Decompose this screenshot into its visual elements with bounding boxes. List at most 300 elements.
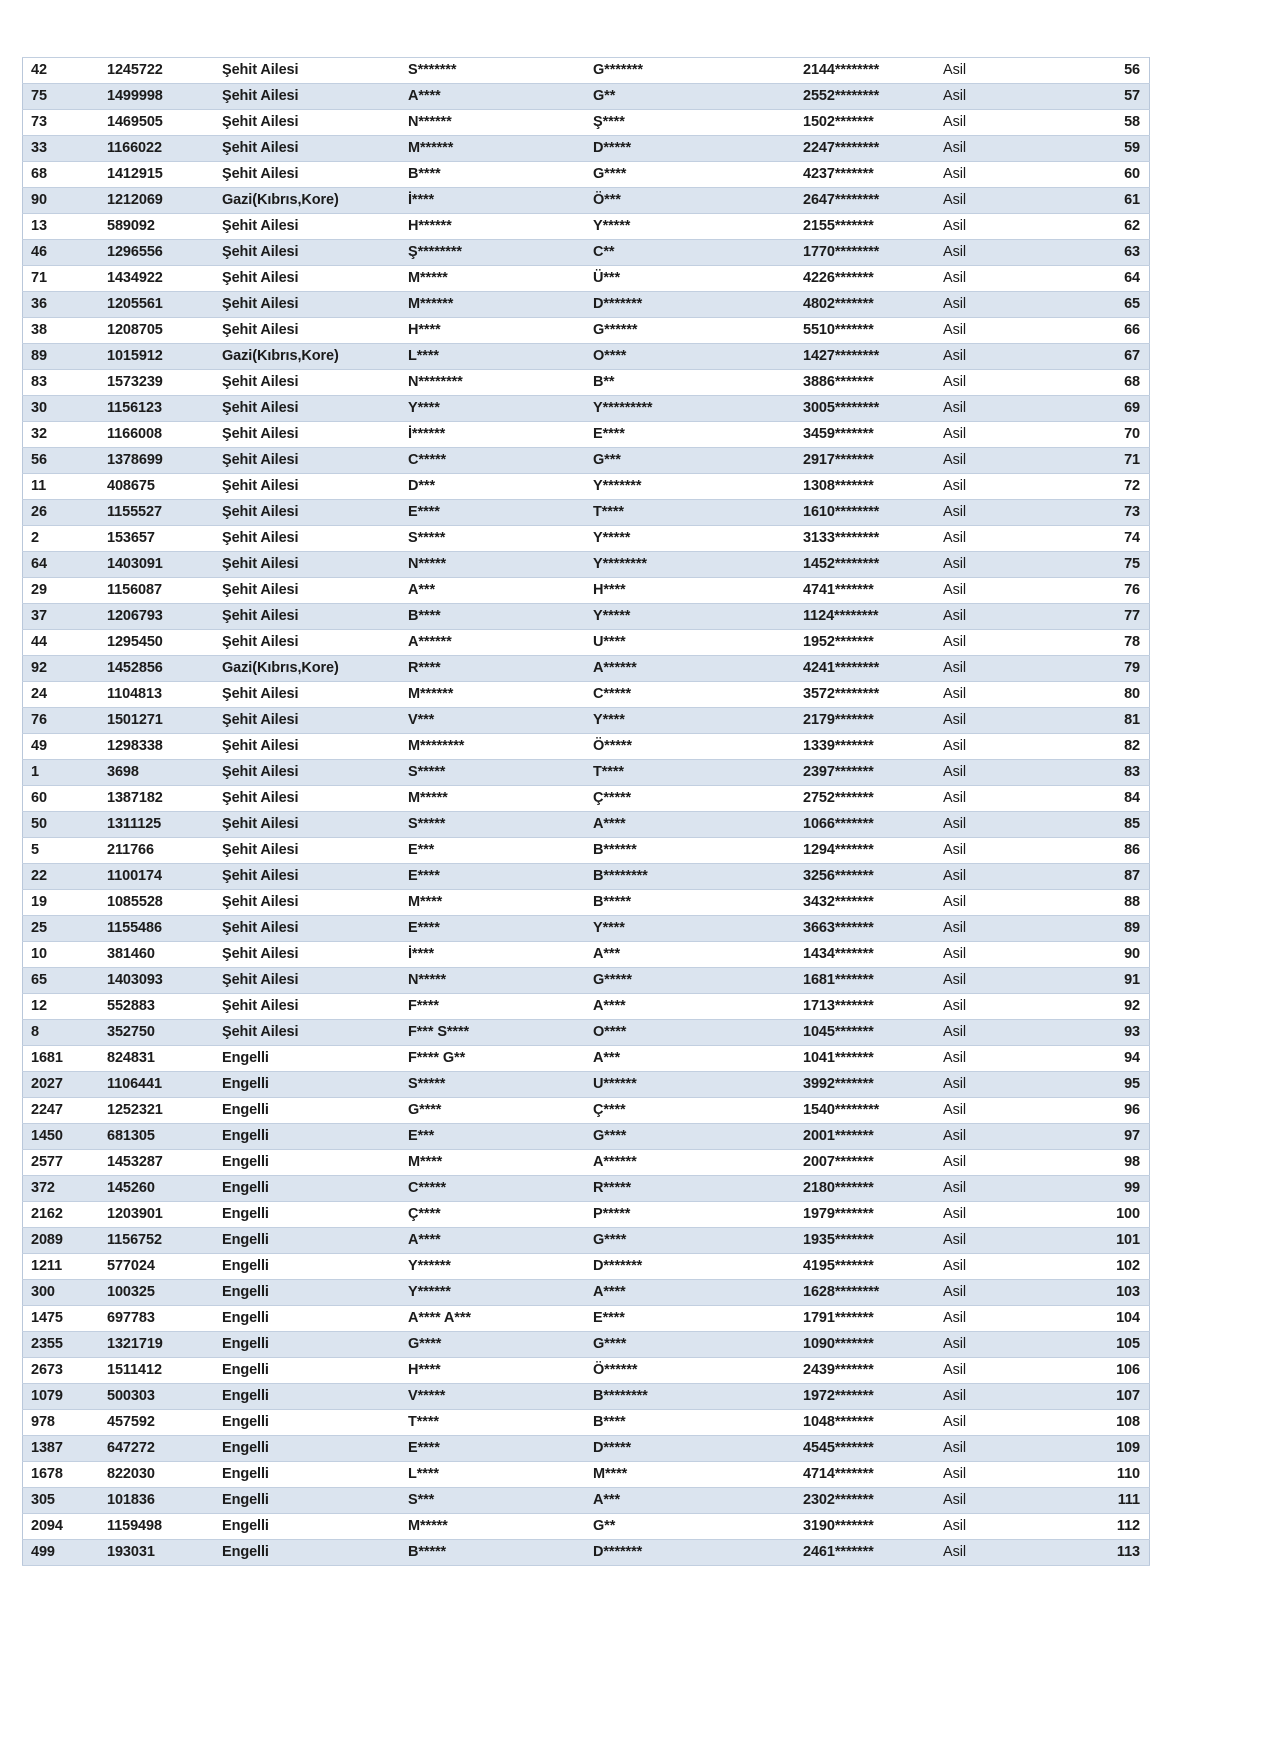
cell-basvuru-no: 697783 (107, 1306, 222, 1332)
table-row (23, 1514, 1150, 1540)
cell-ad: H**** (408, 1358, 593, 1384)
cell-ad: L**** (408, 344, 593, 370)
cell-ad: A**** (408, 1228, 593, 1254)
cell-sira: 37 (23, 604, 108, 630)
cell-tc: 1952******* (803, 630, 943, 656)
cell-durum: Asil (943, 110, 1043, 136)
cell-sira: 30 (23, 396, 108, 422)
cell-kontenjan: Şehit Ailesi (222, 968, 408, 994)
cell-sira: 75 (23, 84, 108, 110)
cell-basvuru-no: 1100174 (107, 864, 222, 890)
cell-basvuru-no: 1511412 (107, 1358, 222, 1384)
cell-soyad: A*** (593, 942, 803, 968)
cell-sira: 1 (23, 760, 108, 786)
cell-basvuru-no: 1015912 (107, 344, 222, 370)
cell-sonuc-no: 57 (1043, 84, 1150, 110)
cell-durum: Asil (943, 214, 1043, 240)
cell-soyad: G***** (593, 968, 803, 994)
cell-kontenjan: Şehit Ailesi (222, 370, 408, 396)
cell-sonuc-no: 102 (1043, 1254, 1150, 1280)
cell-kontenjan: Şehit Ailesi (222, 812, 408, 838)
table-row (23, 162, 1150, 188)
cell-sonuc-no: 63 (1043, 240, 1150, 266)
cell-tc: 4195******* (803, 1254, 943, 1280)
cell-tc: 1045******* (803, 1020, 943, 1046)
cell-ad: Ş******** (408, 240, 593, 266)
cell-sira: 1079 (23, 1384, 108, 1410)
cell-tc: 2155******* (803, 214, 943, 240)
cell-sira: 26 (23, 500, 108, 526)
cell-ad: V*** (408, 708, 593, 734)
cell-sira: 305 (23, 1488, 108, 1514)
cell-basvuru-no: 1378699 (107, 448, 222, 474)
cell-tc: 2180******* (803, 1176, 943, 1202)
results-table-container (22, 57, 1140, 1566)
cell-basvuru-no: 101836 (107, 1488, 222, 1514)
cell-durum: Asil (943, 1280, 1043, 1306)
cell-ad: S*** (408, 1488, 593, 1514)
cell-basvuru-no: 1155527 (107, 500, 222, 526)
cell-ad: E**** (408, 916, 593, 942)
cell-tc: 4545******* (803, 1436, 943, 1462)
cell-sonuc-no: 75 (1043, 552, 1150, 578)
cell-soyad: C***** (593, 682, 803, 708)
cell-kontenjan: Şehit Ailesi (222, 214, 408, 240)
cell-soyad: U****** (593, 1072, 803, 1098)
table-row (23, 58, 1150, 84)
cell-kontenjan: Engelli (222, 1254, 408, 1280)
cell-basvuru-no: 1085528 (107, 890, 222, 916)
cell-basvuru-no: 1298338 (107, 734, 222, 760)
cell-sira: 65 (23, 968, 108, 994)
cell-basvuru-no: 1573239 (107, 370, 222, 396)
cell-durum: Asil (943, 58, 1043, 84)
cell-tc: 1048******* (803, 1410, 943, 1436)
cell-sonuc-no: 105 (1043, 1332, 1150, 1358)
table-row (23, 1280, 1150, 1306)
cell-basvuru-no: 1434922 (107, 266, 222, 292)
cell-sira: 2 (23, 526, 108, 552)
cell-soyad: M**** (593, 1462, 803, 1488)
cell-sonuc-no: 91 (1043, 968, 1150, 994)
table-row (23, 630, 1150, 656)
cell-ad: H**** (408, 318, 593, 344)
cell-soyad: G** (593, 84, 803, 110)
cell-basvuru-no: 145260 (107, 1176, 222, 1202)
table-row (23, 1046, 1150, 1072)
table-row (23, 474, 1150, 500)
cell-sira: 89 (23, 344, 108, 370)
cell-durum: Asil (943, 500, 1043, 526)
cell-tc: 2461******* (803, 1540, 943, 1566)
cell-ad: F**** (408, 994, 593, 1020)
cell-sira: 1387 (23, 1436, 108, 1462)
cell-basvuru-no: 1156123 (107, 396, 222, 422)
cell-ad: S***** (408, 526, 593, 552)
cell-basvuru-no: 1106441 (107, 1072, 222, 1098)
cell-kontenjan: Engelli (222, 1410, 408, 1436)
cell-durum: Asil (943, 1410, 1043, 1436)
cell-ad: N****** (408, 110, 593, 136)
cell-kontenjan: Şehit Ailesi (222, 864, 408, 890)
cell-ad: Ç**** (408, 1202, 593, 1228)
cell-sira: 46 (23, 240, 108, 266)
cell-basvuru-no: 824831 (107, 1046, 222, 1072)
cell-soyad: D***** (593, 1436, 803, 1462)
cell-sonuc-no: 70 (1043, 422, 1150, 448)
cell-tc: 2302******* (803, 1488, 943, 1514)
cell-soyad: Y**** (593, 708, 803, 734)
cell-ad: M***** (408, 1514, 593, 1540)
cell-tc: 2552******** (803, 84, 943, 110)
table-row (23, 1098, 1150, 1124)
cell-kontenjan: Şehit Ailesi (222, 500, 408, 526)
cell-ad: V***** (408, 1384, 593, 1410)
cell-tc: 1090******* (803, 1332, 943, 1358)
cell-soyad: Ö*** (593, 188, 803, 214)
cell-basvuru-no: 1245722 (107, 58, 222, 84)
table-row (23, 240, 1150, 266)
cell-basvuru-no: 1155486 (107, 916, 222, 942)
cell-tc: 1979******* (803, 1202, 943, 1228)
cell-tc: 4741******* (803, 578, 943, 604)
cell-sonuc-no: 103 (1043, 1280, 1150, 1306)
cell-ad: Y**** (408, 396, 593, 422)
table-row (23, 604, 1150, 630)
cell-tc: 5510******* (803, 318, 943, 344)
cell-tc: 1502******* (803, 110, 943, 136)
cell-kontenjan: Engelli (222, 1046, 408, 1072)
cell-sira: 32 (23, 422, 108, 448)
cell-tc: 1452******** (803, 552, 943, 578)
table-row (23, 110, 1150, 136)
cell-soyad: G**** (593, 162, 803, 188)
cell-sira: 2027 (23, 1072, 108, 1098)
cell-soyad: G** (593, 1514, 803, 1540)
cell-kontenjan: Engelli (222, 1202, 408, 1228)
cell-ad: M****** (408, 292, 593, 318)
table-row (23, 1462, 1150, 1488)
cell-tc: 1681******* (803, 968, 943, 994)
table-row (23, 1020, 1150, 1046)
cell-ad: Y****** (408, 1280, 593, 1306)
table-row (23, 396, 1150, 422)
table-row (23, 942, 1150, 968)
table-row (23, 318, 1150, 344)
cell-soyad: H**** (593, 578, 803, 604)
cell-sonuc-no: 95 (1043, 1072, 1150, 1098)
cell-ad: N***** (408, 968, 593, 994)
cell-sonuc-no: 96 (1043, 1098, 1150, 1124)
table-row (23, 1410, 1150, 1436)
cell-sonuc-no: 66 (1043, 318, 1150, 344)
cell-tc: 2144******** (803, 58, 943, 84)
cell-durum: Asil (943, 994, 1043, 1020)
cell-tc: 4226******* (803, 266, 943, 292)
cell-kontenjan: Şehit Ailesi (222, 786, 408, 812)
cell-kontenjan: Engelli (222, 1124, 408, 1150)
cell-durum: Asil (943, 630, 1043, 656)
cell-sira: 29 (23, 578, 108, 604)
cell-tc: 3256******* (803, 864, 943, 890)
cell-durum: Asil (943, 838, 1043, 864)
table-row (23, 1254, 1150, 1280)
table-row (23, 214, 1150, 240)
cell-ad: B**** (408, 162, 593, 188)
cell-kontenjan: Şehit Ailesi (222, 916, 408, 942)
cell-tc: 4241******** (803, 656, 943, 682)
cell-soyad: B******** (593, 864, 803, 890)
cell-sira: 92 (23, 656, 108, 682)
cell-kontenjan: Şehit Ailesi (222, 630, 408, 656)
cell-sira: 33 (23, 136, 108, 162)
cell-ad: C***** (408, 448, 593, 474)
cell-soyad: E**** (593, 422, 803, 448)
cell-soyad: G*** (593, 448, 803, 474)
cell-kontenjan: Şehit Ailesi (222, 1020, 408, 1046)
cell-sira: 1211 (23, 1254, 108, 1280)
cell-durum: Asil (943, 1540, 1043, 1566)
cell-sira: 978 (23, 1410, 108, 1436)
cell-kontenjan: Şehit Ailesi (222, 994, 408, 1020)
cell-basvuru-no: 1203901 (107, 1202, 222, 1228)
cell-durum: Asil (943, 1306, 1043, 1332)
cell-tc: 1713******* (803, 994, 943, 1020)
cell-soyad: Y******** (593, 552, 803, 578)
cell-soyad: G**** (593, 1124, 803, 1150)
cell-sira: 38 (23, 318, 108, 344)
cell-sonuc-no: 56 (1043, 58, 1150, 84)
cell-sira: 1678 (23, 1462, 108, 1488)
cell-kontenjan: Gazi(Kıbrıs,Kore) (222, 656, 408, 682)
cell-soyad: Y********* (593, 396, 803, 422)
cell-durum: Asil (943, 396, 1043, 422)
cell-durum: Asil (943, 968, 1043, 994)
table-row (23, 890, 1150, 916)
cell-tc: 3886******* (803, 370, 943, 396)
cell-tc: 2917******* (803, 448, 943, 474)
cell-sonuc-no: 60 (1043, 162, 1150, 188)
cell-tc: 4802******* (803, 292, 943, 318)
cell-sonuc-no: 71 (1043, 448, 1150, 474)
cell-basvuru-no: 1403093 (107, 968, 222, 994)
cell-tc: 2647******** (803, 188, 943, 214)
cell-sira: 19 (23, 890, 108, 916)
cell-soyad: Ü*** (593, 266, 803, 292)
cell-kontenjan: Şehit Ailesi (222, 84, 408, 110)
cell-tc: 3459******* (803, 422, 943, 448)
cell-ad: N******** (408, 370, 593, 396)
cell-ad: M******** (408, 734, 593, 760)
cell-ad: L**** (408, 1462, 593, 1488)
cell-basvuru-no: 1166022 (107, 136, 222, 162)
cell-soyad: B** (593, 370, 803, 396)
cell-sira: 49 (23, 734, 108, 760)
cell-basvuru-no: 457592 (107, 1410, 222, 1436)
cell-soyad: Y******* (593, 474, 803, 500)
cell-kontenjan: Şehit Ailesi (222, 578, 408, 604)
cell-durum: Asil (943, 578, 1043, 604)
cell-durum: Asil (943, 734, 1043, 760)
cell-sira: 36 (23, 292, 108, 318)
cell-sira: 76 (23, 708, 108, 734)
cell-sonuc-no: 101 (1043, 1228, 1150, 1254)
cell-soyad: O**** (593, 1020, 803, 1046)
cell-kontenjan: Şehit Ailesi (222, 422, 408, 448)
cell-durum: Asil (943, 1072, 1043, 1098)
cell-soyad: Y**** (593, 916, 803, 942)
cell-durum: Asil (943, 292, 1043, 318)
cell-basvuru-no: 589092 (107, 214, 222, 240)
cell-kontenjan: Engelli (222, 1228, 408, 1254)
cell-durum: Asil (943, 812, 1043, 838)
cell-kontenjan: Engelli (222, 1358, 408, 1384)
cell-sonuc-no: 108 (1043, 1410, 1150, 1436)
cell-kontenjan: Engelli (222, 1306, 408, 1332)
cell-tc: 1972******* (803, 1384, 943, 1410)
cell-kontenjan: Şehit Ailesi (222, 552, 408, 578)
cell-kontenjan: Şehit Ailesi (222, 734, 408, 760)
cell-tc: 1041******* (803, 1046, 943, 1072)
cell-sira: 42 (23, 58, 108, 84)
cell-basvuru-no: 1321719 (107, 1332, 222, 1358)
cell-sira: 73 (23, 110, 108, 136)
cell-sonuc-no: 64 (1043, 266, 1150, 292)
cell-sonuc-no: 99 (1043, 1176, 1150, 1202)
cell-kontenjan: Şehit Ailesi (222, 110, 408, 136)
cell-basvuru-no: 1166008 (107, 422, 222, 448)
cell-durum: Asil (943, 526, 1043, 552)
cell-kontenjan: Şehit Ailesi (222, 526, 408, 552)
cell-sonuc-no: 97 (1043, 1124, 1150, 1150)
cell-tc: 1124******** (803, 604, 943, 630)
cell-durum: Asil (943, 1358, 1043, 1384)
table-row (23, 1176, 1150, 1202)
cell-ad: E*** (408, 1124, 593, 1150)
cell-kontenjan: Şehit Ailesi (222, 162, 408, 188)
cell-kontenjan: Şehit Ailesi (222, 474, 408, 500)
cell-tc: 2247******** (803, 136, 943, 162)
cell-tc: 2179******* (803, 708, 943, 734)
cell-sonuc-no: 81 (1043, 708, 1150, 734)
cell-ad: E*** (408, 838, 593, 864)
cell-durum: Asil (943, 370, 1043, 396)
cell-basvuru-no: 552883 (107, 994, 222, 1020)
cell-basvuru-no: 1412915 (107, 162, 222, 188)
results-table-body (23, 58, 1150, 1566)
cell-ad: E**** (408, 1436, 593, 1462)
cell-sira: 25 (23, 916, 108, 942)
table-row (23, 1150, 1150, 1176)
cell-kontenjan: Engelli (222, 1462, 408, 1488)
results-table (22, 57, 1150, 1566)
cell-ad: A****** (408, 630, 593, 656)
cell-tc: 3190******* (803, 1514, 943, 1540)
cell-ad: S***** (408, 1072, 593, 1098)
cell-kontenjan: Şehit Ailesi (222, 266, 408, 292)
cell-kontenjan: Engelli (222, 1384, 408, 1410)
cell-tc: 2397******* (803, 760, 943, 786)
table-row (23, 1436, 1150, 1462)
cell-basvuru-no: 1311125 (107, 812, 222, 838)
cell-sira: 2247 (23, 1098, 108, 1124)
table-row (23, 526, 1150, 552)
cell-soyad: D******* (593, 1254, 803, 1280)
table-row (23, 1228, 1150, 1254)
cell-basvuru-no: 1501271 (107, 708, 222, 734)
cell-tc: 2007******* (803, 1150, 943, 1176)
table-row (23, 786, 1150, 812)
cell-soyad: A**** (593, 1280, 803, 1306)
cell-durum: Asil (943, 1228, 1043, 1254)
cell-kontenjan: Engelli (222, 1540, 408, 1566)
cell-durum: Asil (943, 1150, 1043, 1176)
cell-soyad: Ş**** (593, 110, 803, 136)
cell-durum: Asil (943, 604, 1043, 630)
cell-ad: S******* (408, 58, 593, 84)
cell-soyad: G******* (593, 58, 803, 84)
cell-sira: 2355 (23, 1332, 108, 1358)
cell-tc: 1294******* (803, 838, 943, 864)
cell-kontenjan: Engelli (222, 1176, 408, 1202)
cell-durum: Asil (943, 1384, 1043, 1410)
cell-sonuc-no: 113 (1043, 1540, 1150, 1566)
cell-basvuru-no: 1453287 (107, 1150, 222, 1176)
cell-sira: 90 (23, 188, 108, 214)
cell-basvuru-no: 153657 (107, 526, 222, 552)
cell-soyad: D******* (593, 292, 803, 318)
cell-sira: 71 (23, 266, 108, 292)
table-row (23, 1202, 1150, 1228)
cell-durum: Asil (943, 916, 1043, 942)
cell-basvuru-no: 1212069 (107, 188, 222, 214)
cell-ad: F**** G** (408, 1046, 593, 1072)
cell-tc: 1935******* (803, 1228, 943, 1254)
cell-kontenjan: Şehit Ailesi (222, 708, 408, 734)
cell-basvuru-no: 577024 (107, 1254, 222, 1280)
table-row (23, 448, 1150, 474)
cell-tc: 1434******* (803, 942, 943, 968)
cell-soyad: R***** (593, 1176, 803, 1202)
cell-durum: Asil (943, 1046, 1043, 1072)
cell-tc: 1308******* (803, 474, 943, 500)
cell-tc: 3432******* (803, 890, 943, 916)
cell-basvuru-no: 1387182 (107, 786, 222, 812)
cell-kontenjan: Şehit Ailesi (222, 136, 408, 162)
cell-basvuru-no: 352750 (107, 1020, 222, 1046)
cell-sira: 1450 (23, 1124, 108, 1150)
cell-ad: M***** (408, 266, 593, 292)
cell-sonuc-no: 94 (1043, 1046, 1150, 1072)
table-row (23, 578, 1150, 604)
cell-tc: 4714******* (803, 1462, 943, 1488)
cell-soyad: P***** (593, 1202, 803, 1228)
cell-durum: Asil (943, 1488, 1043, 1514)
cell-sira: 5 (23, 838, 108, 864)
cell-basvuru-no: 3698 (107, 760, 222, 786)
cell-soyad: A****** (593, 1150, 803, 1176)
cell-durum: Asil (943, 1514, 1043, 1540)
cell-durum: Asil (943, 1020, 1043, 1046)
cell-durum: Asil (943, 240, 1043, 266)
cell-durum: Asil (943, 84, 1043, 110)
cell-sira: 1475 (23, 1306, 108, 1332)
table-row (23, 266, 1150, 292)
cell-ad: S***** (408, 760, 593, 786)
cell-kontenjan: Engelli (222, 1098, 408, 1124)
cell-kontenjan: Şehit Ailesi (222, 604, 408, 630)
cell-soyad: G****** (593, 318, 803, 344)
